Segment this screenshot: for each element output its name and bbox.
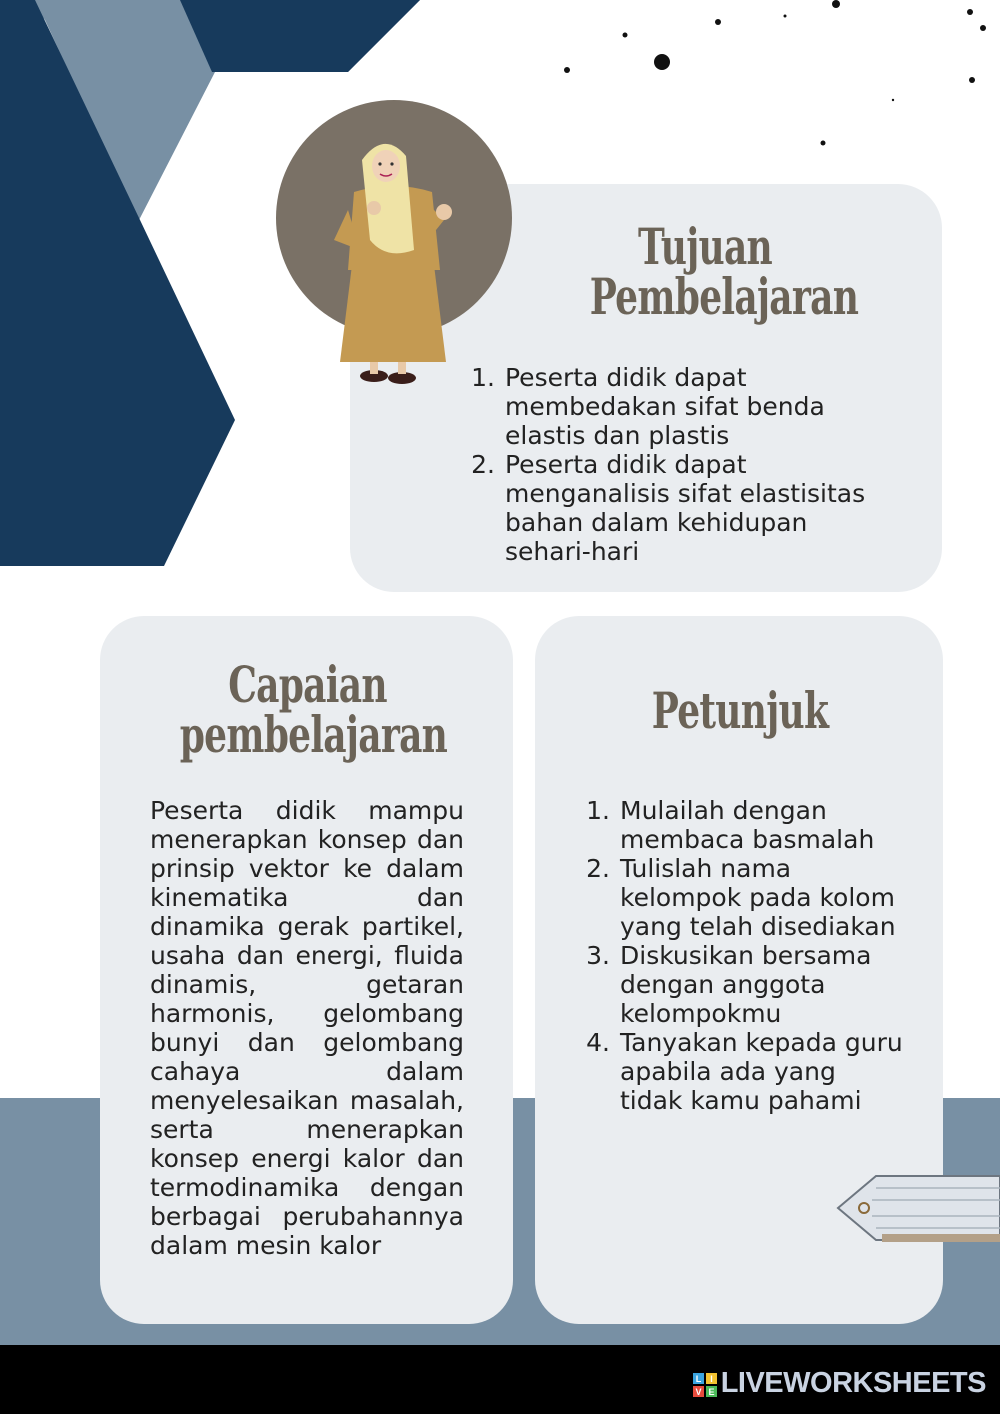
list-item	[586, 941, 925, 1028]
list-item-line: Peserta didik dapat	[505, 450, 747, 479]
list-item-line: membaca basmalah	[620, 825, 875, 854]
liveworksheets-logo-icon	[693, 1373, 717, 1397]
list-item-number: 1.	[586, 796, 610, 825]
tujuan-title-line2: Pembelajaran	[589, 267, 859, 326]
list-item-line: kelompok pada kolom	[620, 883, 895, 912]
list-item-number: 2.	[586, 854, 610, 883]
tujuan-title	[589, 217, 859, 326]
list-item-line: tidak kamu pahami	[620, 1086, 862, 1115]
list-item	[586, 854, 925, 941]
pencil-icon	[836, 1172, 1000, 1246]
list-item-line: apabila ada yang	[620, 1057, 836, 1086]
list-item-line: menganalisis sifat elastisitas	[505, 479, 866, 508]
ink-dots	[564, 0, 986, 201]
list-item	[471, 363, 915, 450]
list-item-line: Tulislah nama	[620, 854, 792, 883]
list-item-line: Peserta didik dapat	[505, 363, 747, 392]
petunjuk-list	[586, 796, 925, 1115]
list-item-line: yang telah disediakan	[620, 912, 896, 941]
footer-bar	[0, 1345, 1000, 1414]
list-item-line: dengan anggota	[620, 970, 826, 999]
list-item-number: 4.	[586, 1028, 610, 1057]
list-item-line: sehari-hari	[505, 537, 640, 566]
petunjuk-title: Petunjuk	[651, 681, 829, 740]
capaian-title	[179, 655, 448, 764]
list-item-line: elastis dan plastis	[505, 421, 730, 450]
list-item	[471, 450, 915, 566]
tujuan-list	[471, 363, 915, 566]
navy-top-bar	[180, 0, 420, 72]
logo-letter: V	[695, 1387, 702, 1397]
capaian-title-line2: pembelajaran	[179, 705, 448, 764]
list-item	[586, 796, 925, 854]
list-item-line: Mulailah dengan	[620, 796, 827, 825]
list-item-number: 2.	[471, 450, 495, 479]
capaian-text: Peserta didik mampu menerapkan konsep dan prinsip vektor ke dalam kinematika dan dinamika gerak partikel, usaha dan energi, fluida dinamis, getaran harmonis, gelombang bunyi dan gelombang cahaya dalam menyelesaikan masalah, serta menerapkan konsep energi kalor dan termodinamika dengan berbagai perubahannya dalam mesin kalor	[150, 796, 464, 1260]
capaian-title-line1: Capaian	[228, 655, 387, 714]
list-item-number: 1.	[471, 363, 495, 392]
list-item-number: 3.	[586, 941, 610, 970]
liveworksheets-brand[interactable]: LIVEWORKSHEETS	[720, 1367, 986, 1399]
list-item-line: kelompokmu	[620, 999, 782, 1028]
teacher-illustration	[274, 100, 514, 390]
list-item-line: Tanyakan kepada guru	[620, 1028, 903, 1057]
list-item-line: membedakan sifat benda	[505, 392, 825, 421]
list-item-line: bahan dalam kehidupan	[505, 508, 808, 537]
logo-letter: I	[710, 1374, 713, 1384]
tujuan-title-line1: Tujuan	[637, 217, 773, 276]
list-item	[586, 1028, 925, 1115]
logo-letter: E	[708, 1387, 715, 1397]
list-item-line: Diskusikan bersama	[620, 941, 872, 970]
logo-letter: L	[695, 1374, 702, 1384]
